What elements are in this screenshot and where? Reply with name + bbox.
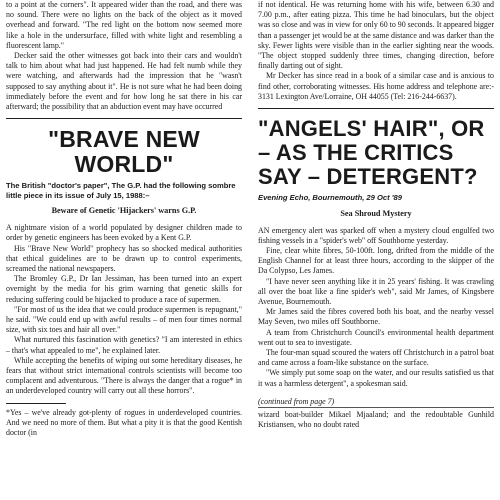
section-divider <box>258 108 494 109</box>
article-paragraph: "We simply put some soap on the water, and our results satisfied us that it was a harmless detergent", a spokesman said. <box>258 368 494 388</box>
article-paragraph: A nightmare vision of a world populated by designer children made to order by genetic engineers has been evoked by a Kent G.P. <box>6 223 242 243</box>
article-paragraph: "For most of us the idea that we could produce supermen is repugnant," he said. "We could end up with awful results – of men four times normal size, with six toes and hair all over." <box>6 304 242 335</box>
article-paragraph: His "Brave New World" prophecy has so shocked medical authorities that ethical guidelines are to be drawn up to control experiments, screamed the national newspapers. <box>6 243 242 274</box>
left-column <box>6 0 242 438</box>
brave-new-world-headline: "BRAVE NEW WORLD" <box>48 126 200 178</box>
left-top-fragment: to a point at the corners". It appeared wider than the road, and there was no sound. There were no lights on the back of the object as it moved overhead and forward. "The red light on the bottom now seemed more like a hole in the undersurface, filled with white light and resembling a fluorescent lamp." <box>6 0 242 50</box>
brave-new-world-footnote: *Yes – we've already got-plenty of rogues in underdeveloped countries. And we need no more of them. But what a pity it is that the good Kentish doctor (in <box>6 407 242 438</box>
footnote-divider <box>6 403 66 404</box>
angels-hair-subhead: Sea Shroud Mystery <box>340 208 412 218</box>
article-paragraph: "I have never seen anything like it in 25 years' fishing. It was crawling all over the boat like a fine spider's web", said Mr James, of Kingsbere Avenue, Bournemouth. <box>258 276 494 306</box>
article-paragraph: A team from Christchurch Council's environmental health department went out to sea to investigate. <box>258 327 494 347</box>
angels-hair-headline: "ANGELS' HAIR", OR – AS THE CRITICS SAY – DETERGENT? <box>258 116 485 190</box>
right-top-fragment: if not identical. He was returning home with his wife, between 6.30 and 7.00 p.m., after eating pizza. This time he had binoculars, but the object was so close and was in view for only 60 to 90 seconds. It appeared bigger than a passenger jet would be at the same distance and was darker than the sky. Fewer lights were visible than in the earlier sighting near the woods. "The object stopped suddenly three times, changing direction, before finally darting out of sight. <box>258 0 494 71</box>
section-divider <box>6 118 242 119</box>
article-paragraph: AN emergency alert was sparked off when a mystery cloud engulfed two fishing vessels in a "spider's web" off Southborne yesterday. <box>258 225 494 245</box>
article-paragraph: The Bromley G.P., Dr Ian Jessiman, has been turned into an expert overnight by the media for his grim warning that genetic skills for reducing suffering could be hijacked to produce a race of supermen. <box>6 274 242 304</box>
brave-new-world-subhead: Beware of Genetic 'Hijackers' warns G.P. <box>51 206 197 216</box>
right-column <box>258 0 494 430</box>
article-paragraph: Fine, clear white fibres, 50-100ft. long, drifted from the middle of the English Channel for at least three hours, according to the skipper of the Da Colypso, Les James. <box>258 245 494 276</box>
article-paragraph: While accepting the benefits of wiping out some hereditary diseases, he fears that without strict international controls scientists will become too complacent and adventurous. "There is always the danger that a rogue* in an underdeveloped country will carry out all these horrors". <box>6 355 242 396</box>
article-paragraph: What nurtured this fascination with genetics? "I am interested in ethics – that's what appealed to me", he explained later. <box>6 335 242 355</box>
left-top-fragment-2: Decker said the other witnesses got back into their cars and wouldn't talk to him about what had just happened. He had felt numb while they were watching, and afterwards had the impression that he "wasn't supposed to say anything about it". He is not sure what he had been doing immediately before the event and for how long he sat there in his car afterward; the possibility that an abduction event may have occurred <box>6 51 242 112</box>
article-paragraph: The four-man squad scoured the waters off Christchurch in a patrol boat and came across a foam-like substance on the surface. <box>258 347 494 368</box>
article-paragraph: Mr James said the fibres covered both his boat, and the nearby vessel May Seven, two miles off Southborne. <box>258 307 494 327</box>
angels-hair-body <box>258 226 494 389</box>
continued-text: wizard boat-builder Mikael Mjaaland; and the redoubtable Gunhild Kristiansen, who no doubt rated <box>258 409 494 430</box>
right-top-fragment-2: Mr Decker has since read in a book of a similar case and is anxious to find other, corroborating witnesses. His home address and telephone are:- 3131 Lexington Ave/Lorraine, OH 44055 (Tel: 216-244-6637). <box>258 71 494 101</box>
continued-label: (continued from page 7) <box>258 396 335 406</box>
brave-new-world-body <box>6 223 242 396</box>
brave-new-world-source-line: The British "doctor's paper", The G.P. had the following sombre little piece in its issue of July 15, 1988:– <box>6 181 236 200</box>
angels-hair-source-line <box>258 193 494 203</box>
continued-divider <box>258 407 494 408</box>
source-text: Evening Echo, Bournemouth, 29 Oct '89 <box>258 193 403 203</box>
